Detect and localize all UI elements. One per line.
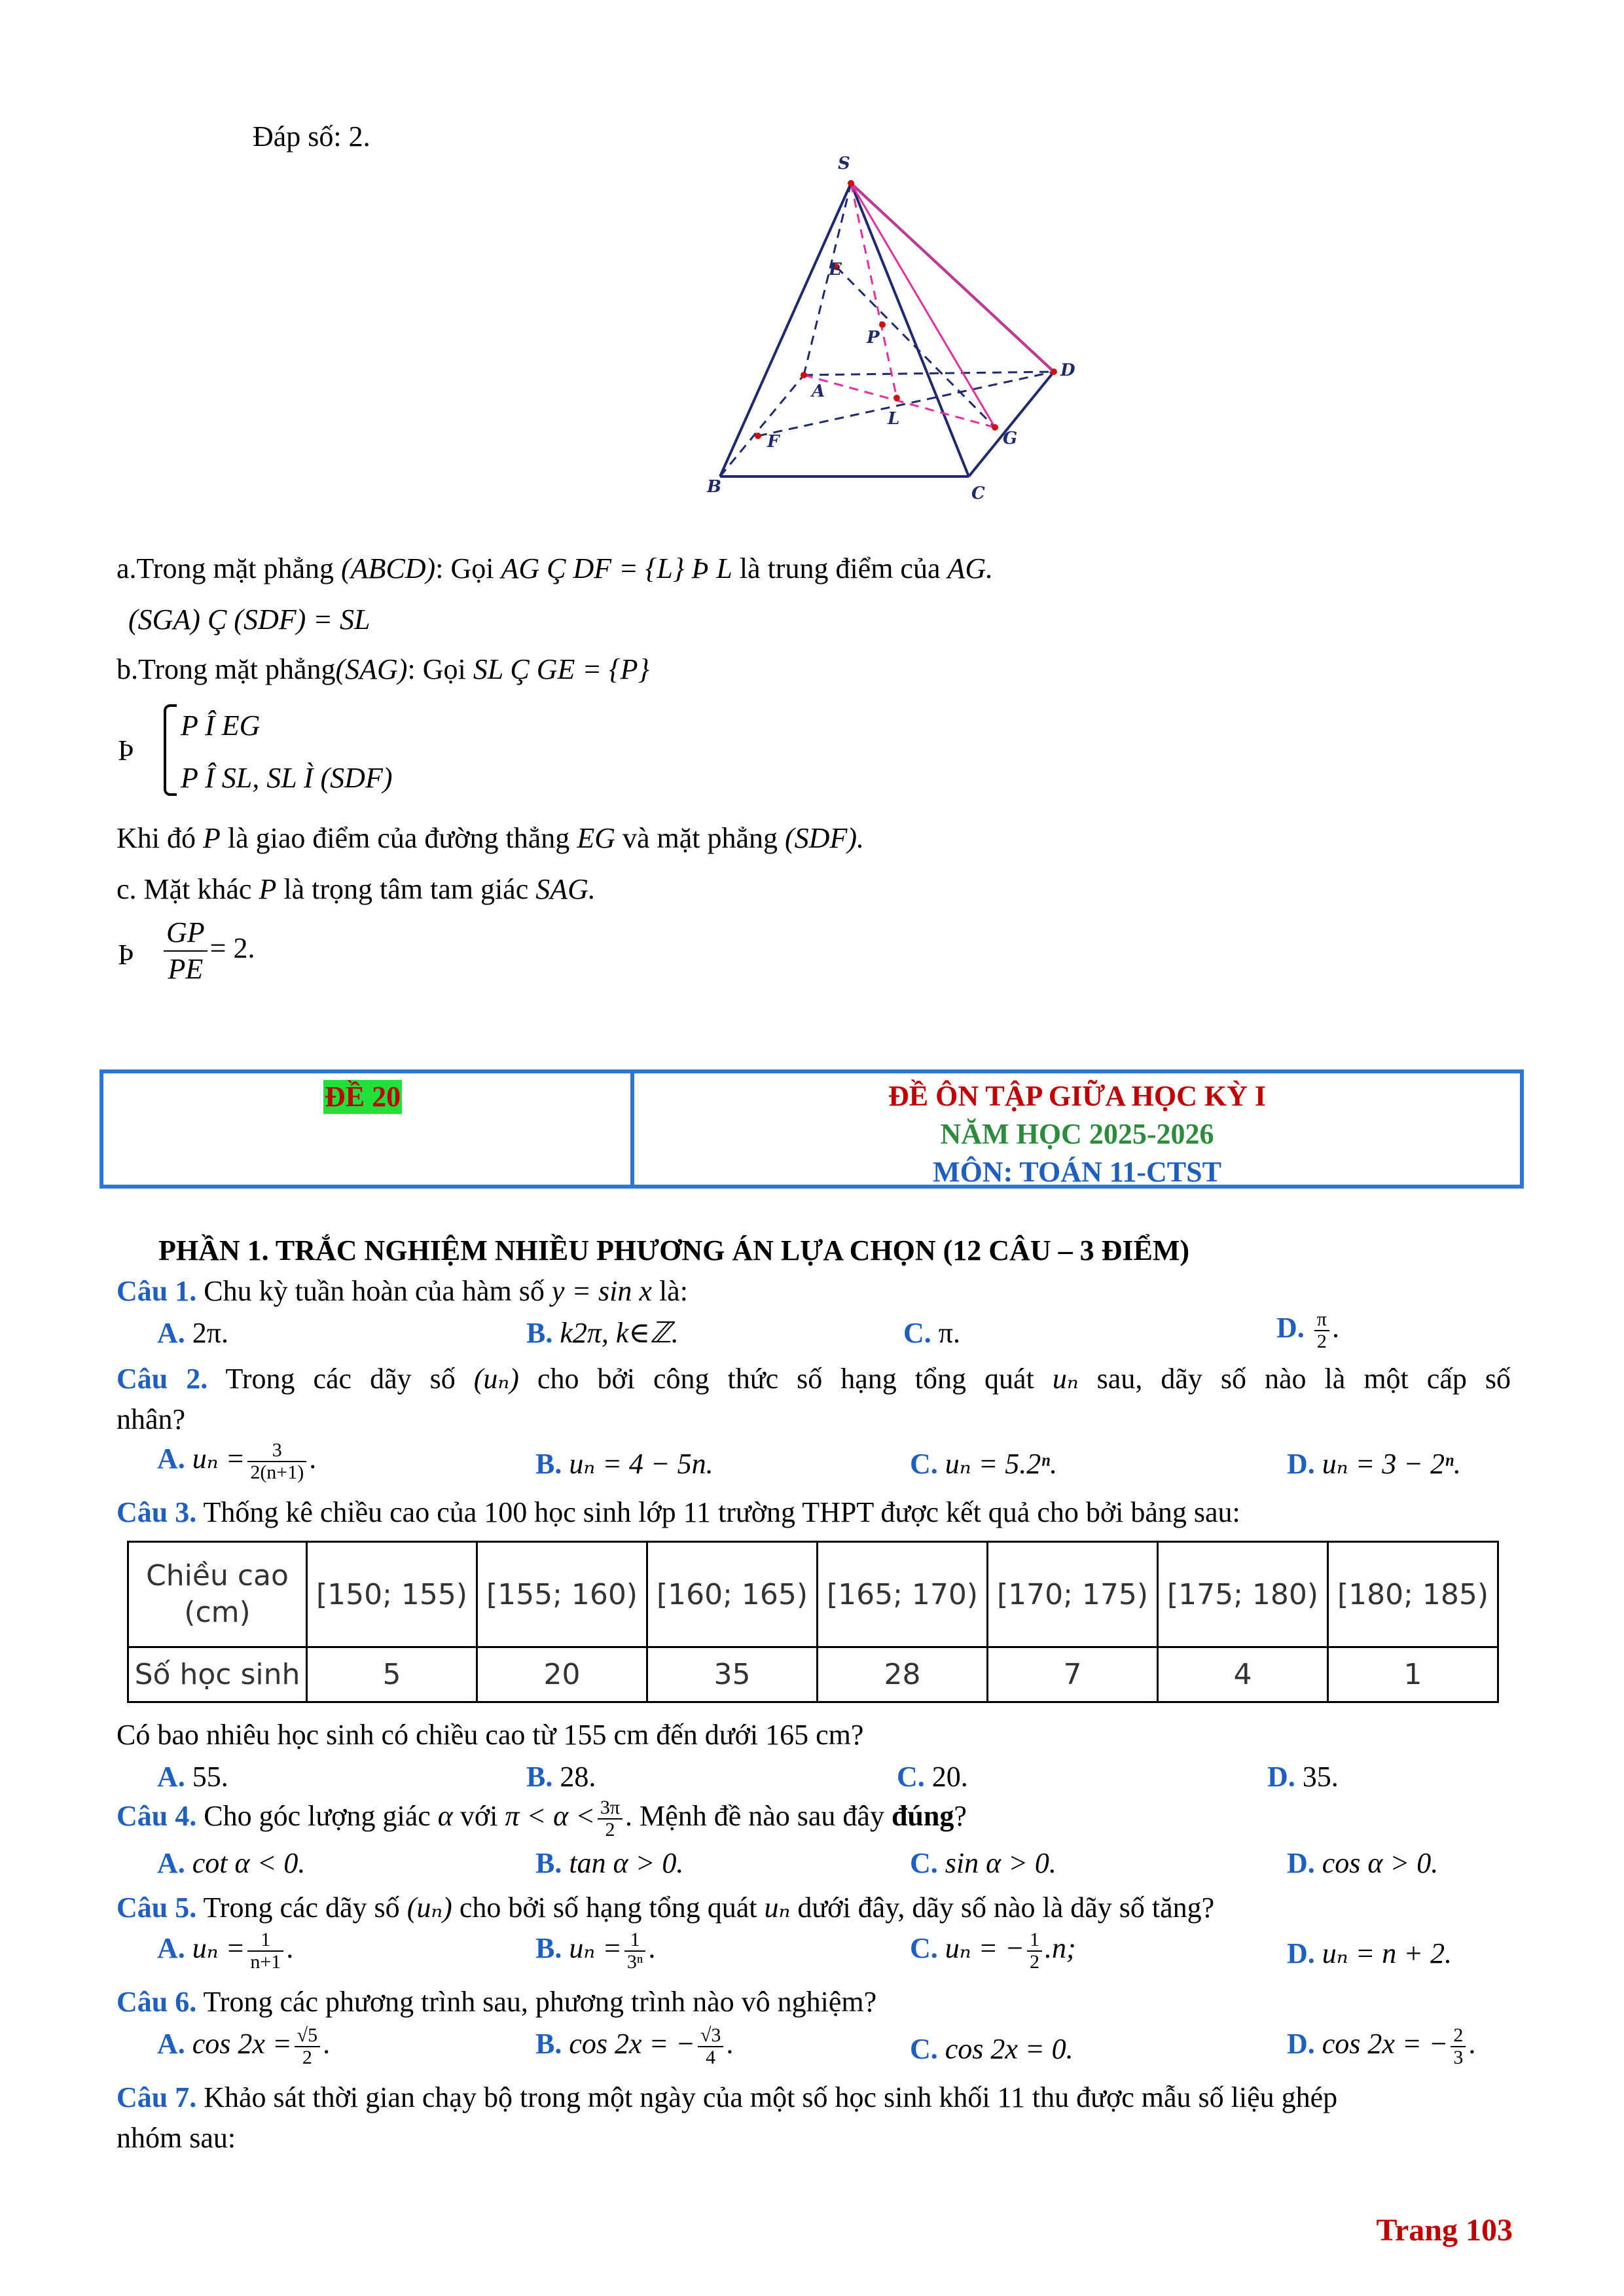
- label-d: D: [1060, 361, 1075, 380]
- table-row-heights: [128, 1542, 1498, 1647]
- exam-number: ĐỀ 20: [325, 1081, 401, 1113]
- q1-option-d: D. $\frac{\pi}{2}$ .: [1276, 1308, 1339, 1352]
- q1-option-c: C. π.: [903, 1317, 960, 1349]
- label-f: F: [767, 432, 780, 452]
- solution-a-line2: (SGA) Ç (SDF) = SL: [128, 603, 370, 636]
- q6-option-b: B. cos 2x = − $\frac{√3}{4}$ .: [535, 2024, 734, 2068]
- table-cell: 35: [647, 1647, 818, 1702]
- answer-line: Đáp số: 2.: [253, 120, 370, 152]
- table-cell: 20: [477, 1647, 647, 1702]
- q6-option-a: A. cos 2x = $\frac{√5}{2}$ .: [157, 2024, 331, 2068]
- q5-option-c: C. uₙ = − $\frac{1}{2}$ .n;: [910, 1929, 1076, 1973]
- q7-stem-line1: Câu 7. Khảo sát thời gian chạy bộ trong một ngày của một số học sinh khối 11 thu được mẫu số liệu ghép: [117, 2081, 1338, 2113]
- table-cell: 28: [818, 1647, 988, 1702]
- q2-option-a: A. uₙ = $\frac{3}{2(n+1)}$ .: [157, 1439, 317, 1483]
- table-cell: [180; 185): [1328, 1542, 1498, 1647]
- table-cell: [155; 160): [477, 1542, 647, 1647]
- q5-option-a: A. uₙ = $\frac{1}{n+1}$ .: [157, 1929, 294, 1973]
- table-cell: 5: [307, 1647, 477, 1702]
- q3-option-c: C. 20.: [897, 1761, 968, 1793]
- pyramid-figure: [707, 149, 1074, 503]
- q5-option-d: D. uₙ = n + 2.: [1287, 1937, 1452, 1969]
- table-head-height: Chiều cao (cm): [128, 1542, 307, 1647]
- q6-stem: Câu 6. Trong các phương trình sau, phương trình nào vô nghiệm?: [117, 1986, 877, 2018]
- q2-option-c: C. uₙ = 5.2ⁿ.: [910, 1448, 1058, 1480]
- table-cell: [150; 155): [307, 1542, 477, 1647]
- system-brace: [164, 704, 177, 796]
- table-cell: [165; 170): [818, 1542, 988, 1647]
- solution-b-line3: Khi đó P là giao điểm của đường thẳng EG và mặt phẳng (SDF).: [117, 822, 864, 854]
- implies-arrow-c: Þ: [118, 939, 134, 971]
- solution-b-line1: b.Trong mặt phẳng(SAG): Gọi SL Ç GE = {P}: [117, 653, 650, 685]
- q4-option-d: D. cos α > 0.: [1287, 1847, 1439, 1879]
- q1-option-a: A. 2π.: [157, 1317, 228, 1349]
- part1-title: PHẦN 1. TRẮC NGHIỆM NHIỀU PHƯƠNG ÁN LỰA CHỌN (12 CÂU – 3 ĐIỂM): [158, 1234, 1190, 1266]
- exam-title-line3: MÔN: TOÁN 11-CTST: [933, 1156, 1221, 1188]
- solution-c-line1: c. Mặt khác P là trọng tâm tam giác SAG.: [117, 873, 596, 905]
- height-frequency-table: [127, 1541, 1499, 1703]
- label-e: E: [829, 260, 842, 279]
- label-p: P: [867, 328, 880, 348]
- q3-option-d: D. 35.: [1267, 1761, 1339, 1793]
- table-row-counts: [128, 1647, 1498, 1702]
- q3-option-a: A. 55.: [157, 1761, 228, 1793]
- ratio-gp-pe: $\frac{GP}{PE}$ = 2.: [161, 915, 255, 987]
- page-number: Trang 103: [1376, 2213, 1513, 2248]
- exam-title-line1: ĐỀ ÔN TẬP GIỮA HỌC KỲ I: [888, 1080, 1266, 1112]
- q1-option-b: B. k2π, k∈ℤ.: [526, 1317, 679, 1349]
- exam-title: [634, 1077, 1520, 1191]
- table-cell: 7: [988, 1647, 1158, 1702]
- q6-option-d: D. cos 2x = − $\frac{2}{3}$ .: [1287, 2024, 1476, 2068]
- implies-arrow-b: Þ: [118, 734, 134, 766]
- label-c: C: [971, 484, 985, 503]
- q5-option-b: B. uₙ = $\frac{1}{\text{3ⁿ}}$ .: [535, 1929, 656, 1973]
- system-line2: P Î SL, SL Ì (SDF): [181, 762, 393, 794]
- q2-stem-line2: nhân?: [117, 1403, 186, 1435]
- q3-stem: Câu 3. Thống kê chiều cao của 100 học sinh lớp 11 trường THPT được kết quả cho bởi bảng sau:: [117, 1496, 1240, 1528]
- q7-stem-line2: nhóm sau:: [117, 2122, 236, 2154]
- q3-question: Có bao nhiêu học sinh có chiều cao từ 155 cm đến dưới 165 cm?: [117, 1719, 864, 1751]
- table-cell: 4: [1158, 1647, 1328, 1702]
- solution-a-line1: a.Trong mặt phẳng (ABCD): Gọi AG Ç DF = {L} Þ L là trung điểm của AG.: [117, 552, 994, 584]
- table-cell: [170; 175): [988, 1542, 1158, 1647]
- label-l: L: [888, 409, 900, 429]
- table-cell: 1: [1328, 1647, 1498, 1702]
- table-cell: [160; 165): [647, 1542, 818, 1647]
- q6-option-c: C. cos 2x = 0.: [910, 2033, 1074, 2065]
- q4-stem: Câu 4. Cho góc lượng giác α với π < α < $\frac{3\pi}{2}$ . Mệnh đề nào sau đây đúng?: [117, 1797, 967, 1840]
- system-line1: P Î EG: [181, 709, 261, 742]
- q4-option-b: B. tan α > 0.: [535, 1847, 684, 1879]
- q1-stem: Câu 1. Chu kỳ tuần hoàn của hàm số y = sin x là:: [117, 1275, 688, 1307]
- table-cell: [175; 180): [1158, 1542, 1328, 1647]
- table-head-count: Số học sinh: [128, 1647, 307, 1702]
- label-b: B: [707, 477, 721, 497]
- label-g: G: [1003, 429, 1018, 448]
- q4-option-c: C. sin α > 0.: [910, 1847, 1056, 1879]
- q2-option-b: B. uₙ = 4 − 5n.: [535, 1448, 713, 1480]
- q2-option-d: D. uₙ = 3 − 2ⁿ.: [1287, 1448, 1461, 1480]
- label-s: S: [838, 154, 850, 173]
- q2-stem-line1: Câu 2. Trong các dãy số (uₙ) cho bởi công thức số hạng tổng quát uₙ sau, dãy số nào là một cấp số: [117, 1363, 1511, 1395]
- q4-option-a: A. cot α < 0.: [157, 1847, 306, 1879]
- exam-title-line2: NĂM HỌC 2025-2026: [940, 1118, 1214, 1150]
- q3-option-b: B. 28.: [526, 1761, 596, 1793]
- label-a: A: [812, 382, 825, 401]
- q5-stem: Câu 5. Trong các dãy số (uₙ) cho bởi số hạng tổng quát uₙ dưới đây, dãy số nào là dãy số tăng?: [117, 1892, 1215, 1924]
